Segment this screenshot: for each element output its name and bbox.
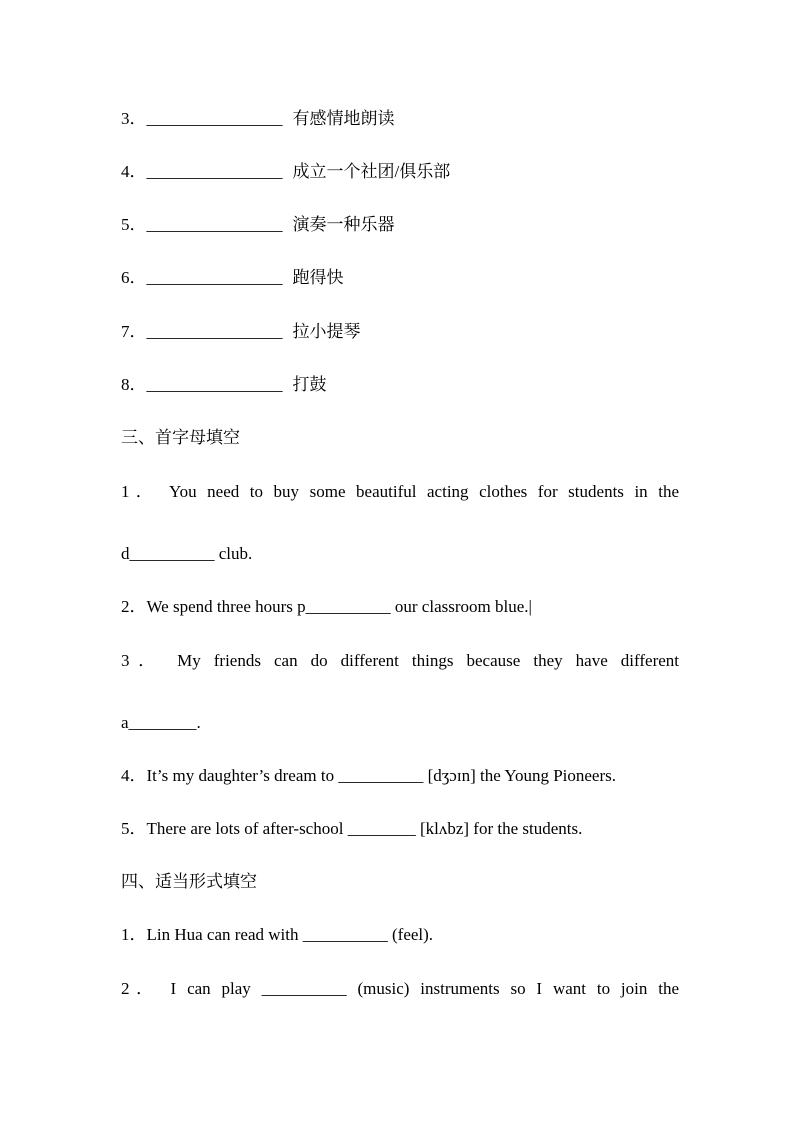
answer-blank[interactable]: ________________ [146, 215, 283, 234]
answer-blank[interactable]: ________________ [146, 162, 283, 181]
phrase-text: 有感情地朗读 [292, 109, 395, 128]
item-number: 8． [121, 375, 147, 394]
phrase-text: 打鼓 [292, 375, 327, 394]
item-number: 7． [121, 322, 147, 341]
question-4-1: 1．Lin Hua can read with __________ (feel). [121, 925, 434, 944]
item-number: 4． [121, 162, 147, 181]
item-number: 6． [121, 268, 147, 287]
answer-blank[interactable]: ________________ [146, 109, 283, 128]
section-heading-proper-form-fill: 四、适当形式填空 [121, 872, 257, 891]
phrase-text: 跑得快 [292, 268, 344, 287]
phrase-item-5 [121, 214, 679, 236]
answer-blank[interactable]: ________________ [146, 268, 283, 287]
question-3-2: 2．We spend three hours p__________ our classroom blue.| [121, 597, 532, 616]
section-heading-initial-letter-fill: 三、首字母填空 [121, 428, 240, 447]
phrase-text: 演奏一种乐器 [292, 215, 395, 234]
question-3-3-line-1: 3． My friends can do different things because they have different [121, 651, 679, 670]
question-4-2-line-1: 2． I can play __________ (music) instruments so I want to join the [121, 979, 679, 998]
phrase-item-4 [121, 161, 679, 183]
phrase-item-6 [121, 267, 679, 289]
question-3-5: 5．There are lots of after-school ________ [klʌbz] for the students. [121, 819, 583, 838]
phrase-text: 拉小提琴 [292, 322, 361, 341]
item-number: 3． [121, 109, 147, 128]
phrase-item-7 [121, 321, 679, 343]
question-3-4: 4．It’s my daughter’s dream to __________ [dʒɔɪn] the Young Pioneers. [121, 766, 616, 785]
phrase-item-3 [121, 108, 679, 130]
question-3-1-line-1: 1． You need to buy some beautiful acting clothes for students in the [121, 482, 679, 501]
item-number: 5． [121, 215, 147, 234]
phrase-text: 成立一个社团/俱乐部 [292, 162, 451, 181]
phrase-item-8 [121, 374, 679, 396]
question-3-1-line-2: d__________ club. [121, 544, 253, 563]
question-3-3-line-2: a________. [121, 713, 201, 732]
answer-blank[interactable]: ________________ [146, 375, 283, 394]
answer-blank[interactable]: ________________ [146, 322, 283, 341]
